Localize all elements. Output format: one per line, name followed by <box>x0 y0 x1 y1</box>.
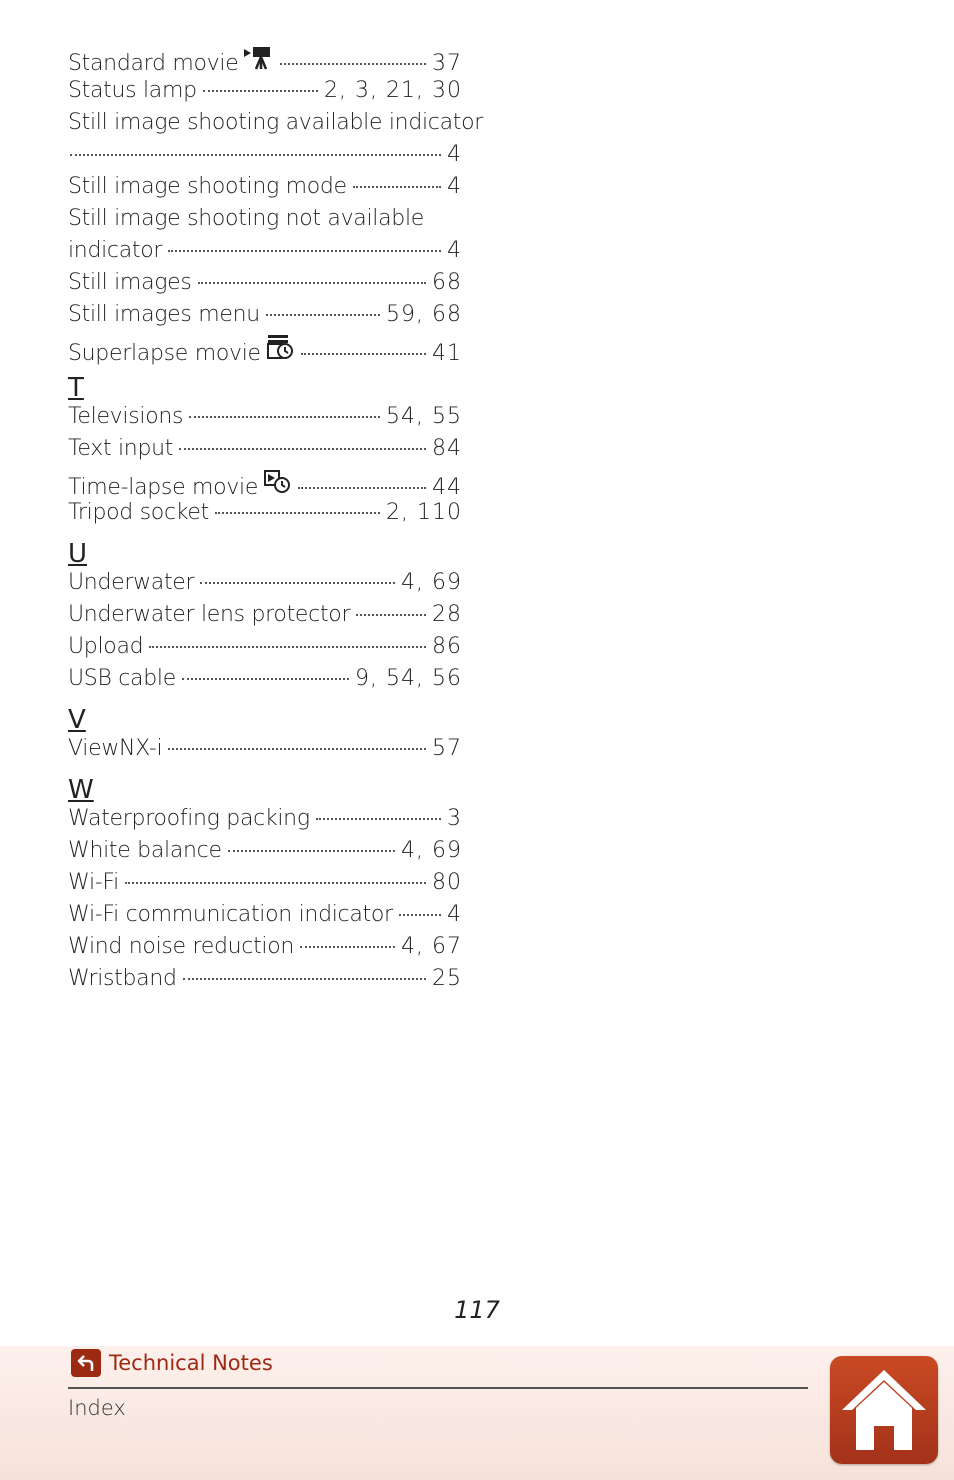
index-term: Wi-Fi <box>68 870 119 895</box>
dot-leader <box>198 282 426 284</box>
dot-leader <box>280 63 426 65</box>
index-term: Wristband <box>68 966 177 991</box>
timelapse-icon <box>264 468 292 500</box>
index-term: Still image shooting available indicator <box>68 110 484 135</box>
index-entry-text-input[interactable] <box>68 436 462 468</box>
index-term: Still image shooting not available <box>68 206 425 231</box>
index-term: Waterproofing packing <box>68 806 310 831</box>
index-entry-standard-movie[interactable] <box>68 46 462 78</box>
home-icon <box>830 1356 938 1464</box>
index-term: Superlapse movie <box>68 341 261 366</box>
index-pages[interactable]: 68 <box>432 270 462 295</box>
dot-leader <box>189 416 380 418</box>
index-letter-heading: V <box>68 705 86 735</box>
index-pages[interactable]: 4 <box>447 238 462 263</box>
index-term: Upload <box>68 634 144 659</box>
index-pages[interactable]: 4 <box>447 902 462 927</box>
dot-leader <box>125 882 426 884</box>
index-term: Still images <box>68 270 192 295</box>
index-term: Wi-Fi communication indicator <box>68 902 393 927</box>
back-arrow-icon <box>71 1349 101 1377</box>
index-term: Time-lapse movie <box>68 475 259 500</box>
index-pages[interactable]: 84 <box>432 436 462 461</box>
index-letter-heading: T <box>68 373 84 403</box>
dot-leader <box>168 748 426 750</box>
index-pages[interactable]: 44 <box>432 475 462 500</box>
index-entry-upload[interactable] <box>68 634 462 666</box>
index-term: ViewNX-i <box>68 736 163 761</box>
index-entry-time-lapse-movie[interactable] <box>68 468 462 500</box>
index-entry-usb-cable[interactable] <box>68 666 462 698</box>
index-entry-wi-fi-indicator[interactable] <box>68 902 462 934</box>
index-entry-underwater-lens-protector[interactable] <box>68 602 462 634</box>
index-entry-superlapse-movie[interactable] <box>68 334 462 366</box>
index-term: USB cable <box>68 666 176 691</box>
index-entry-wi-fi[interactable] <box>68 870 462 902</box>
index-entry-still-shooting-mode[interactable] <box>68 174 462 206</box>
dot-leader <box>70 154 441 156</box>
dot-leader <box>300 946 395 948</box>
dot-leader <box>182 678 349 680</box>
index-letter-heading: W <box>68 775 94 805</box>
index-entry-televisions[interactable] <box>68 404 462 436</box>
index-pages[interactable]: 41 <box>432 341 462 366</box>
index-column <box>68 46 484 998</box>
index-pages[interactable]: 3 <box>447 806 462 831</box>
dot-leader <box>356 614 426 616</box>
index-entry-still-not-available[interactable] <box>68 206 462 238</box>
index-term: Status lamp <box>68 78 197 103</box>
movie-camera-icon <box>244 46 274 76</box>
index-pages[interactable]: 2, 3, 21, 30 <box>324 78 462 103</box>
index-term: White balance <box>68 838 222 863</box>
dot-leader <box>183 978 426 980</box>
index-term: Televisions <box>68 404 184 429</box>
section-label: Index <box>68 1396 126 1420</box>
superlapse-icon <box>267 334 295 366</box>
index-pages[interactable]: 4, 69 <box>401 838 462 863</box>
chapter-link-label: Technical Notes <box>109 1351 273 1375</box>
index-term: Wind noise reduction <box>68 934 295 959</box>
dot-leader <box>179 448 426 450</box>
dot-leader <box>399 914 441 916</box>
dot-leader <box>203 90 318 92</box>
index-pages[interactable]: 80 <box>432 870 462 895</box>
index-pages[interactable]: 2, 110 <box>386 500 462 525</box>
dot-leader <box>298 487 426 489</box>
index-entry-wind-noise-reduction[interactable] <box>68 934 462 966</box>
index-entry-still-images-menu[interactable] <box>68 302 462 334</box>
index-pages[interactable]: 25 <box>432 966 462 991</box>
dot-leader <box>353 186 441 188</box>
index-entry-white-balance[interactable] <box>68 838 462 870</box>
index-entry-still-available-indicator[interactable] <box>68 110 484 142</box>
index-term: Text input <box>68 436 174 461</box>
index-pages[interactable]: 9, 54, 56 <box>355 666 462 691</box>
dot-leader <box>316 818 441 820</box>
dot-leader <box>200 582 395 584</box>
dot-leader <box>168 250 441 252</box>
home-button[interactable] <box>830 1356 938 1464</box>
dot-leader <box>215 512 380 514</box>
index-pages[interactable]: 28 <box>432 602 462 627</box>
index-pages[interactable]: 4 <box>447 174 462 199</box>
dot-leader <box>301 353 426 355</box>
index-term: Underwater lens protector <box>68 602 351 627</box>
page-number: 117 <box>454 1296 500 1324</box>
index-entry-waterproofing-packing[interactable] <box>68 806 462 838</box>
index-entry-viewnx-i[interactable] <box>68 736 462 768</box>
index-entry-tripod-socket[interactable] <box>68 500 462 532</box>
index-pages[interactable]: 4, 67 <box>401 934 462 959</box>
index-entry-still-images[interactable] <box>68 270 462 302</box>
index-term: Still image shooting mode <box>68 174 347 199</box>
dot-leader <box>266 314 380 316</box>
index-entry-wristband[interactable] <box>68 966 462 998</box>
footer-divider <box>68 1387 808 1389</box>
index-term: Tripod socket <box>68 500 209 525</box>
index-pages[interactable]: 37 <box>432 51 462 76</box>
index-letter-heading: U <box>68 539 88 569</box>
index-pages[interactable]: 57 <box>432 736 462 761</box>
index-term: Standard movie <box>68 51 239 76</box>
index-term: Underwater <box>68 570 195 595</box>
index-entry-status-lamp[interactable] <box>68 78 462 110</box>
index-term: indicator <box>68 238 163 263</box>
index-entry-underwater[interactable] <box>68 570 462 602</box>
index-pages[interactable]: 4, 69 <box>401 570 462 595</box>
index-entry-continuation[interactable] <box>68 142 462 174</box>
index-pages[interactable]: 4 <box>447 142 462 167</box>
technical-notes-link[interactable] <box>71 1349 273 1377</box>
index-pages[interactable]: 59, 68 <box>386 302 462 327</box>
index-term: Still images menu <box>68 302 260 327</box>
dot-leader <box>149 646 426 648</box>
index-pages[interactable]: 86 <box>432 634 462 659</box>
index-entry-indicator[interactable] <box>68 238 462 270</box>
index-pages[interactable]: 54, 55 <box>386 404 462 429</box>
dot-leader <box>228 850 395 852</box>
